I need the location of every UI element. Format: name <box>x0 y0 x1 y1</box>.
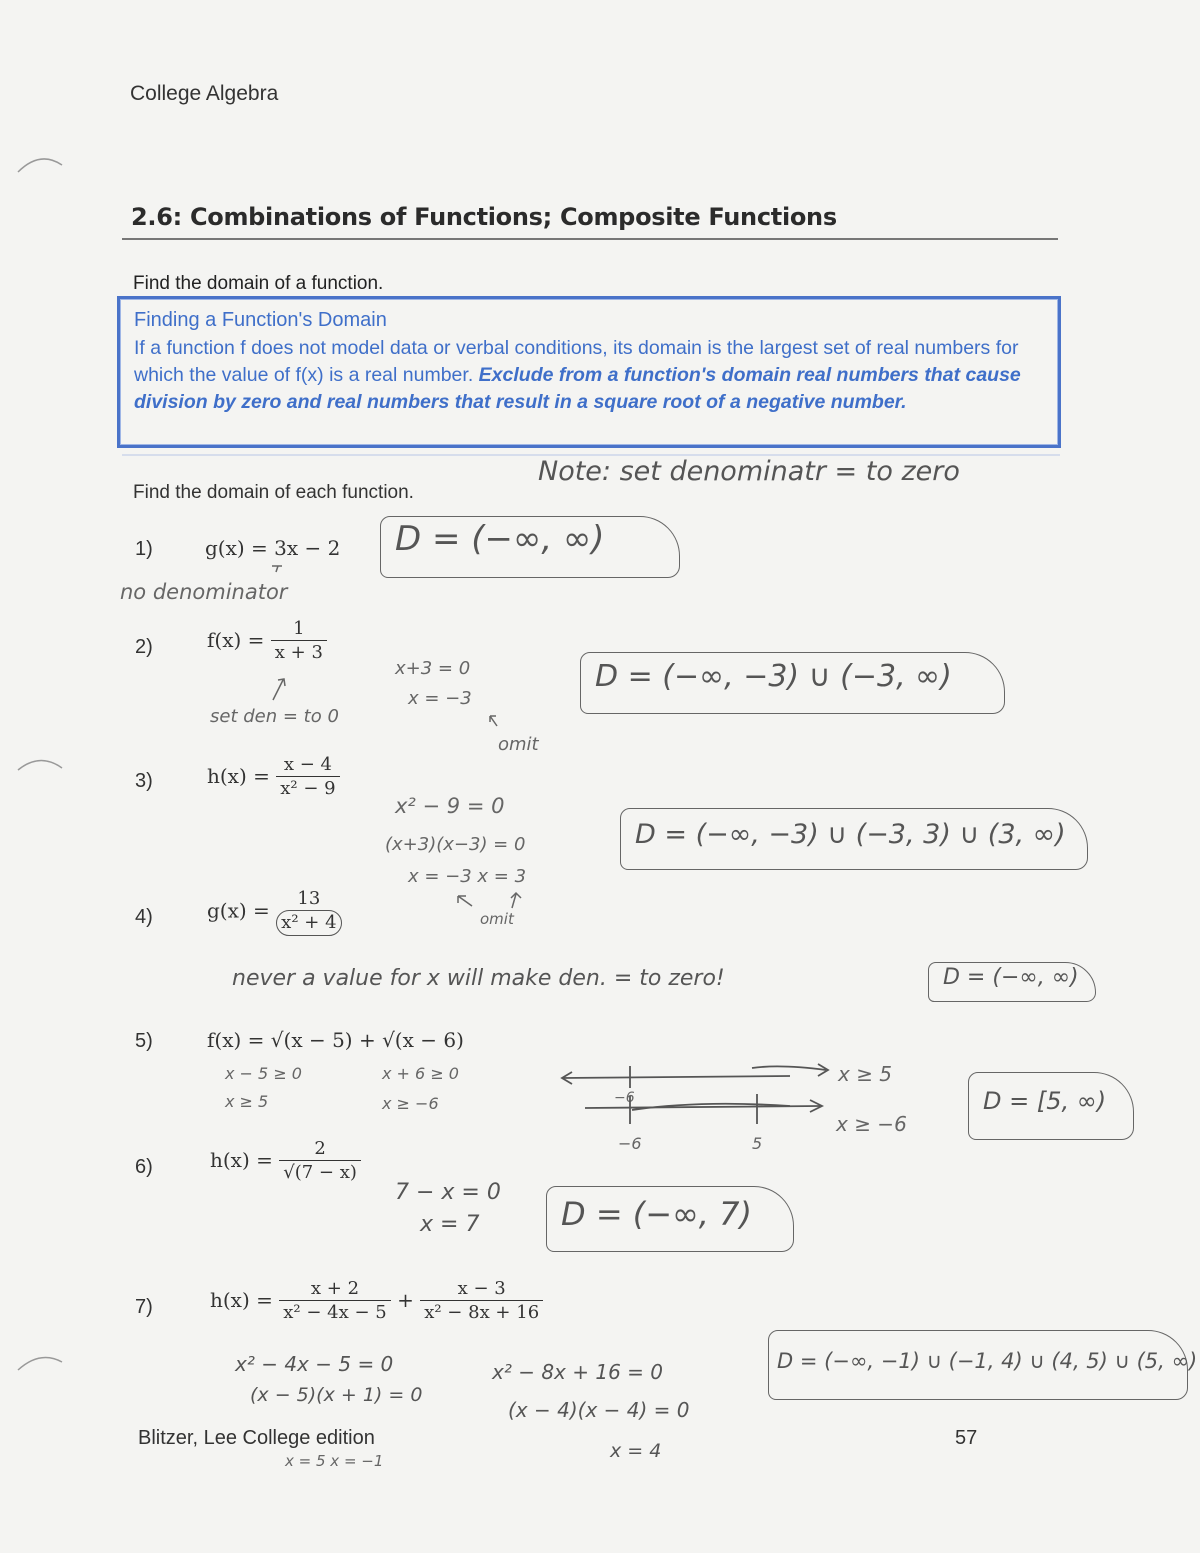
function-lhs: f(x) = <box>207 628 271 652</box>
number-line-label: −6 <box>618 1134 642 1153</box>
problem-number: 7) <box>135 1296 153 1318</box>
answer-text: D = [5, ∞) <box>983 1087 1107 1115</box>
problem-number: 3) <box>135 770 153 792</box>
margin-mark <box>18 159 62 172</box>
work-note: 7 − x = 0 <box>395 1180 501 1205</box>
arrow-right-icon <box>752 1064 828 1076</box>
arrow-icon <box>272 566 282 572</box>
course-title: College Algebra <box>130 82 279 105</box>
footer-source: Blitzer, Lee College edition <box>138 1427 375 1449</box>
answer-text: D = (−∞, ∞) <box>943 965 1079 990</box>
definition-text-a: If a function f does not model data or verbal conditions, its domain is the largest set of real numbers for which the value of f(x) is a real number. <box>134 337 1019 386</box>
work-note: x ≥ 5 <box>838 1062 893 1086</box>
arrow-icon <box>458 896 472 906</box>
function-lhs: h(x) = <box>210 1288 280 1312</box>
work-note: (x − 5)(x + 1) = 0 <box>250 1384 423 1406</box>
margin-mark <box>18 1358 62 1371</box>
number-line <box>562 1076 790 1078</box>
work-note: set den = to 0 <box>210 706 339 727</box>
problem-number: 1) <box>135 538 153 560</box>
denominator: x² + 4 <box>276 910 341 936</box>
numerator: 13 <box>297 888 321 909</box>
function-lhs: f(x) = <box>207 1028 271 1052</box>
answer-text: D = (−∞, ∞) <box>395 519 605 559</box>
denominator: x² − 4x − 5 <box>279 1300 390 1325</box>
work-note: x + 6 ≥ 0 <box>382 1064 459 1083</box>
denominator: x² − 8x + 16 <box>420 1300 543 1325</box>
function-lhs: g(x) = <box>205 536 275 560</box>
number-line-label: −6 <box>614 1090 635 1106</box>
numerator: x − 3 <box>457 1278 506 1299</box>
objective-heading: Find the domain of a function. <box>133 273 384 294</box>
work-note: x² − 9 = 0 <box>395 794 505 818</box>
work-note: omit <box>498 734 539 755</box>
numerator: x + 2 <box>310 1278 360 1299</box>
definition-text-emphasis: Exclude from a function's domain real numbers that cause division by zero and real numbers that result in a square root of a negative number. <box>134 364 1021 413</box>
work-note: x = −3 <box>408 688 472 709</box>
section-title: 2.6: Combinations of Functions; Composite Functions <box>131 203 837 231</box>
work-note: x² − 8x + 16 = 0 <box>492 1360 664 1384</box>
answer-text: D = (−∞, 7) <box>561 1195 752 1233</box>
work-note: never a value for x will make den. = to zero! <box>232 966 725 991</box>
numerator: 1 <box>293 618 305 639</box>
instructions: Find the domain of each function. <box>133 482 414 503</box>
denominator: √(7 − x) <box>279 1160 361 1185</box>
arrow-icon <box>273 679 285 700</box>
work-note: x = 7 <box>420 1212 480 1237</box>
function-lhs: h(x) = <box>210 1148 280 1172</box>
work-note: x ≥ −6 <box>382 1094 439 1113</box>
work-note: (x − 4)(x − 4) = 0 <box>508 1398 690 1422</box>
answer-text: D = (−∞, −3) ∪ (−3, ∞) <box>595 659 952 694</box>
numerator: x − 4 <box>283 754 332 775</box>
work-note: x − 5 ≥ 0 <box>225 1064 302 1083</box>
arrow-icon <box>490 716 497 726</box>
work-note: x ≥ −6 <box>836 1112 907 1136</box>
function-lhs: g(x) = <box>207 898 277 923</box>
problem-number: 4) <box>135 906 153 928</box>
work-note: x = −3 x = 3 <box>408 866 527 887</box>
arrow-icon <box>511 893 521 908</box>
margin-mark <box>18 760 62 770</box>
denominator: x + 3 <box>271 640 327 665</box>
problem-number: 6) <box>135 1156 153 1178</box>
definition-title: Finding a Function's Domain <box>134 309 387 331</box>
problem-number: 2) <box>135 636 153 658</box>
work-note: no denominator <box>120 580 288 604</box>
answer-text: D = (−∞, −3) ∪ (−3, 3) ∪ (3, ∞) <box>635 819 1066 850</box>
answer-text: D = (−∞, −1) ∪ (−1, 4) ∪ (4, 5) ∪ (5, ∞) <box>777 1349 1198 1373</box>
function-lhs: h(x) = <box>207 764 277 788</box>
work-note: omit <box>480 910 514 928</box>
work-note: x = 5 x = −1 <box>285 1452 384 1470</box>
work-note: x ≥ 5 <box>225 1092 269 1111</box>
work-note: x² − 4x − 5 = 0 <box>235 1352 394 1376</box>
numerator: 2 <box>314 1138 326 1159</box>
work-note: (x+3)(x−3) = 0 <box>385 834 526 855</box>
work-note: x+3 = 0 <box>395 658 471 679</box>
page-number: 57 <box>955 1427 978 1449</box>
function-rhs: √(x − 5) + √(x − 6) <box>270 1028 464 1052</box>
problem-number: 5) <box>135 1030 153 1052</box>
number-line-label: 5 <box>752 1134 763 1153</box>
handwritten-note: Note: set denominatr = to zero <box>538 456 960 487</box>
work-note: x = 4 <box>610 1440 662 1462</box>
denominator: x² − 9 <box>276 776 339 801</box>
function-rhs: 3x − 2 <box>274 536 341 560</box>
plus-sign: + <box>397 1288 414 1312</box>
